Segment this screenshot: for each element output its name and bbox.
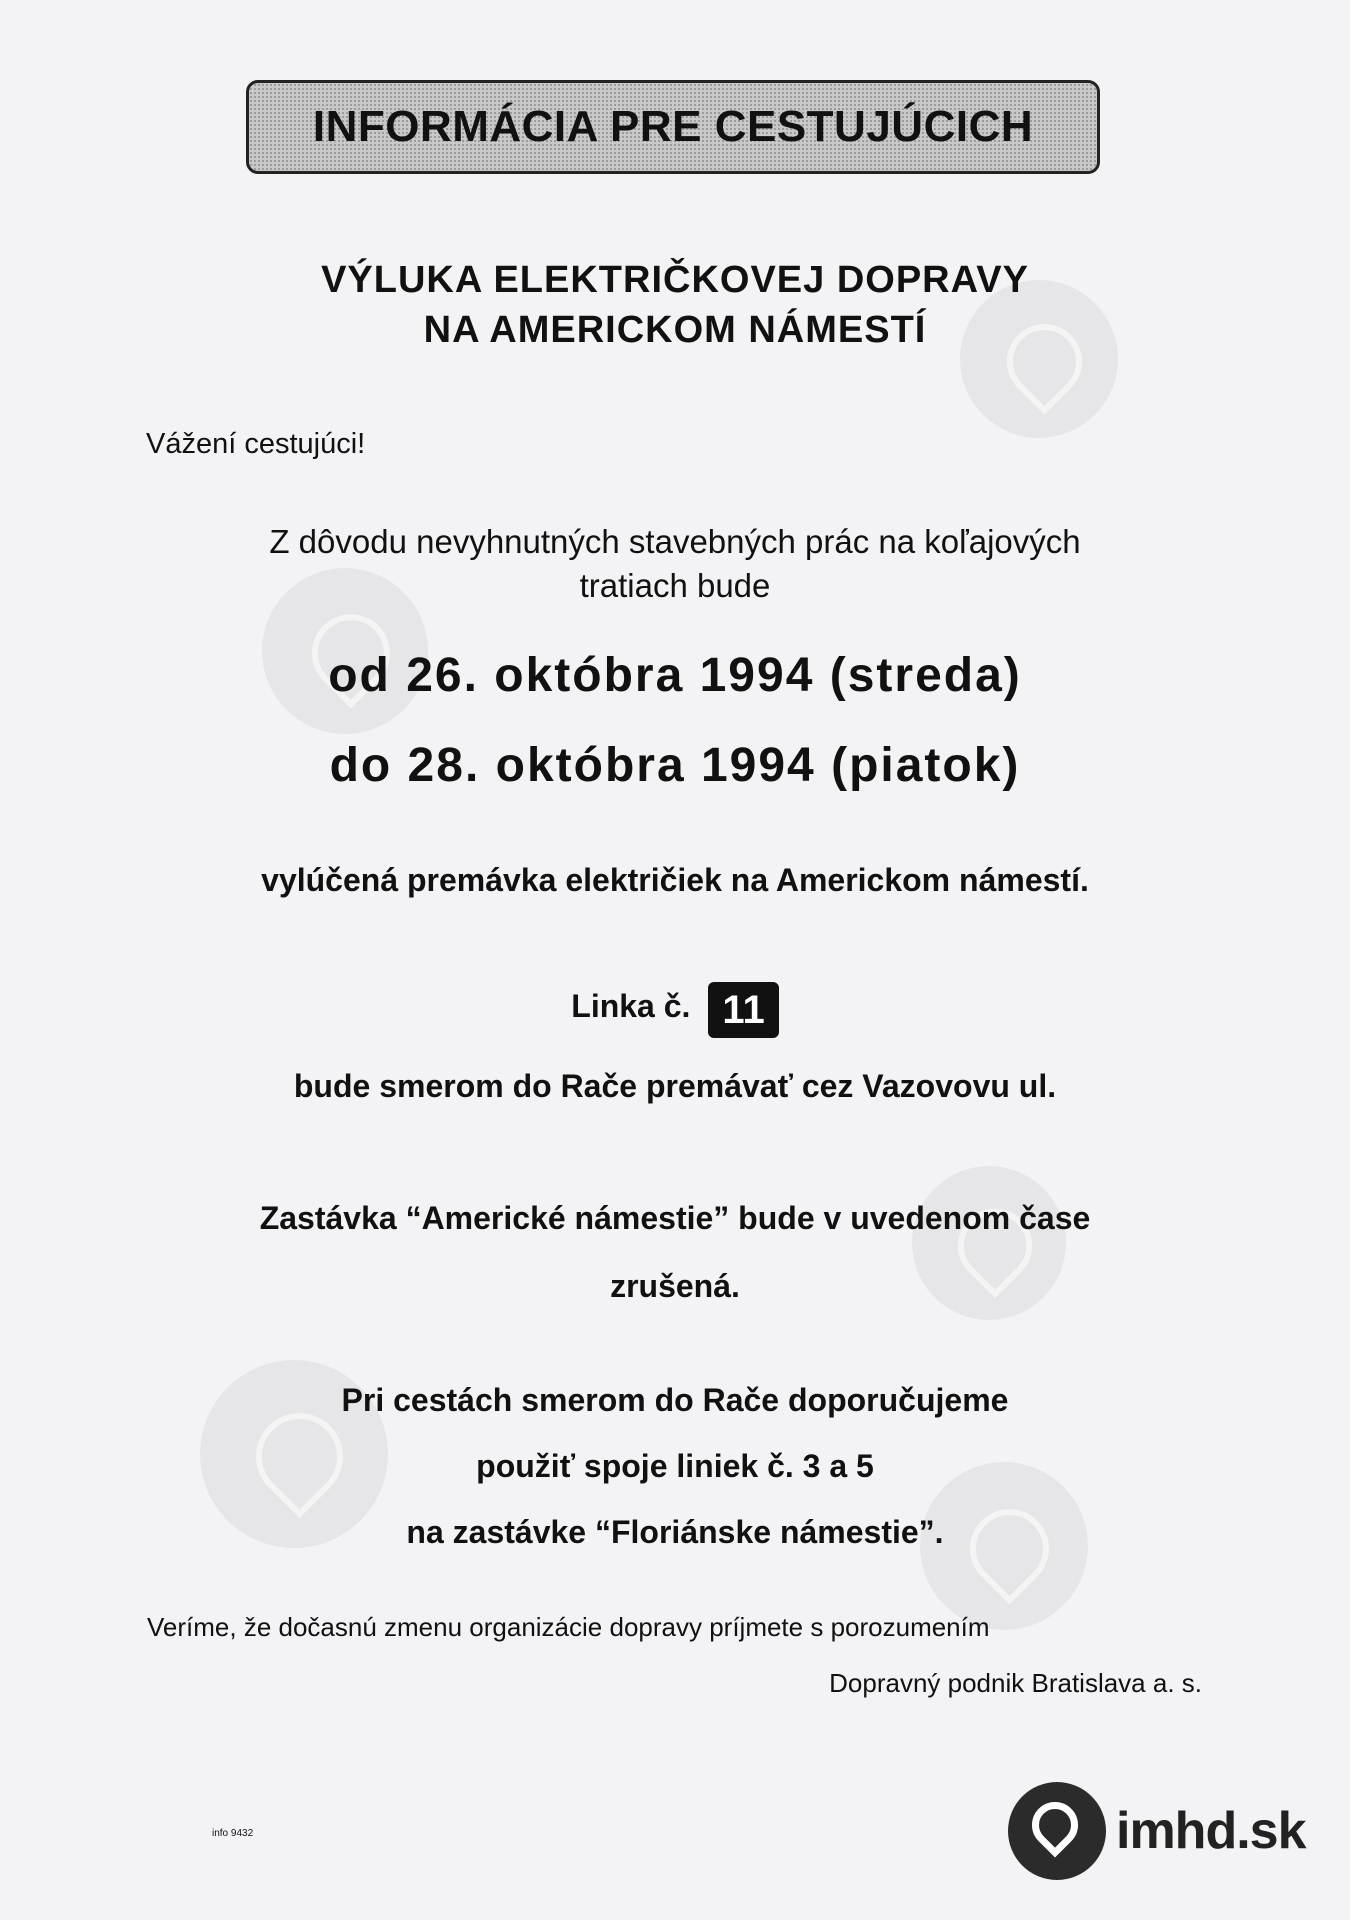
line-detour: bude smerom do Rače premávať cez Vazovovu ul. [293, 1068, 1057, 1104]
header-banner [246, 80, 1100, 174]
intro-line-2: tratiach bude [579, 567, 771, 604]
stop-notice-line-2: zrušená. [610, 1268, 740, 1304]
imhd-pin-icon [1008, 1782, 1106, 1880]
line-number-badge: 11 [708, 982, 778, 1038]
header-title: INFORMÁCIA PRE CESTUJÚCICH [312, 102, 1034, 151]
intro-line-1: Z dôvodu nevyhnutných stavebných prác na koľajových [269, 523, 1081, 560]
signature: Dopravný podnik Bratislava a. s. [829, 1668, 1202, 1698]
greeting: Vážení cestujúci! [146, 428, 366, 460]
date-from: od 26. októbra 1994 (streda) [328, 649, 1022, 702]
logo-text: imhd.sk [1116, 1802, 1306, 1860]
closure-text: vylúčená premávka električiek na Americkom námestí. [261, 862, 1089, 898]
recommendation-line-3: na zastávke “Floriánske námestie”. [406, 1514, 944, 1550]
line-row [0, 982, 1350, 1038]
imhd-logo [1008, 1782, 1306, 1880]
line-label: Linka č. [571, 988, 691, 1024]
recommendation-line-2: použiť spoje liniek č. 3 a 5 [476, 1448, 874, 1484]
recommendation-line-1: Pri cestách smerom do Rače doporučujeme [341, 1382, 1009, 1418]
date-to: do 28. októbra 1994 (piatok) [329, 739, 1021, 792]
headline-line-2: NA AMERICKOM NÁMESTÍ [423, 309, 927, 351]
headline-line-1: VÝLUKA ELEKTRIČKOVEJ DOPRAVY [321, 259, 1029, 301]
stop-notice-line-1: Zastávka “Americké námestie” bude v uvedenom čase [259, 1200, 1091, 1236]
closing-text: Veríme, že dočasnú zmenu organizácie dopravy príjmete s porozumením [147, 1612, 990, 1642]
info-code: info 9432 [212, 1828, 254, 1839]
